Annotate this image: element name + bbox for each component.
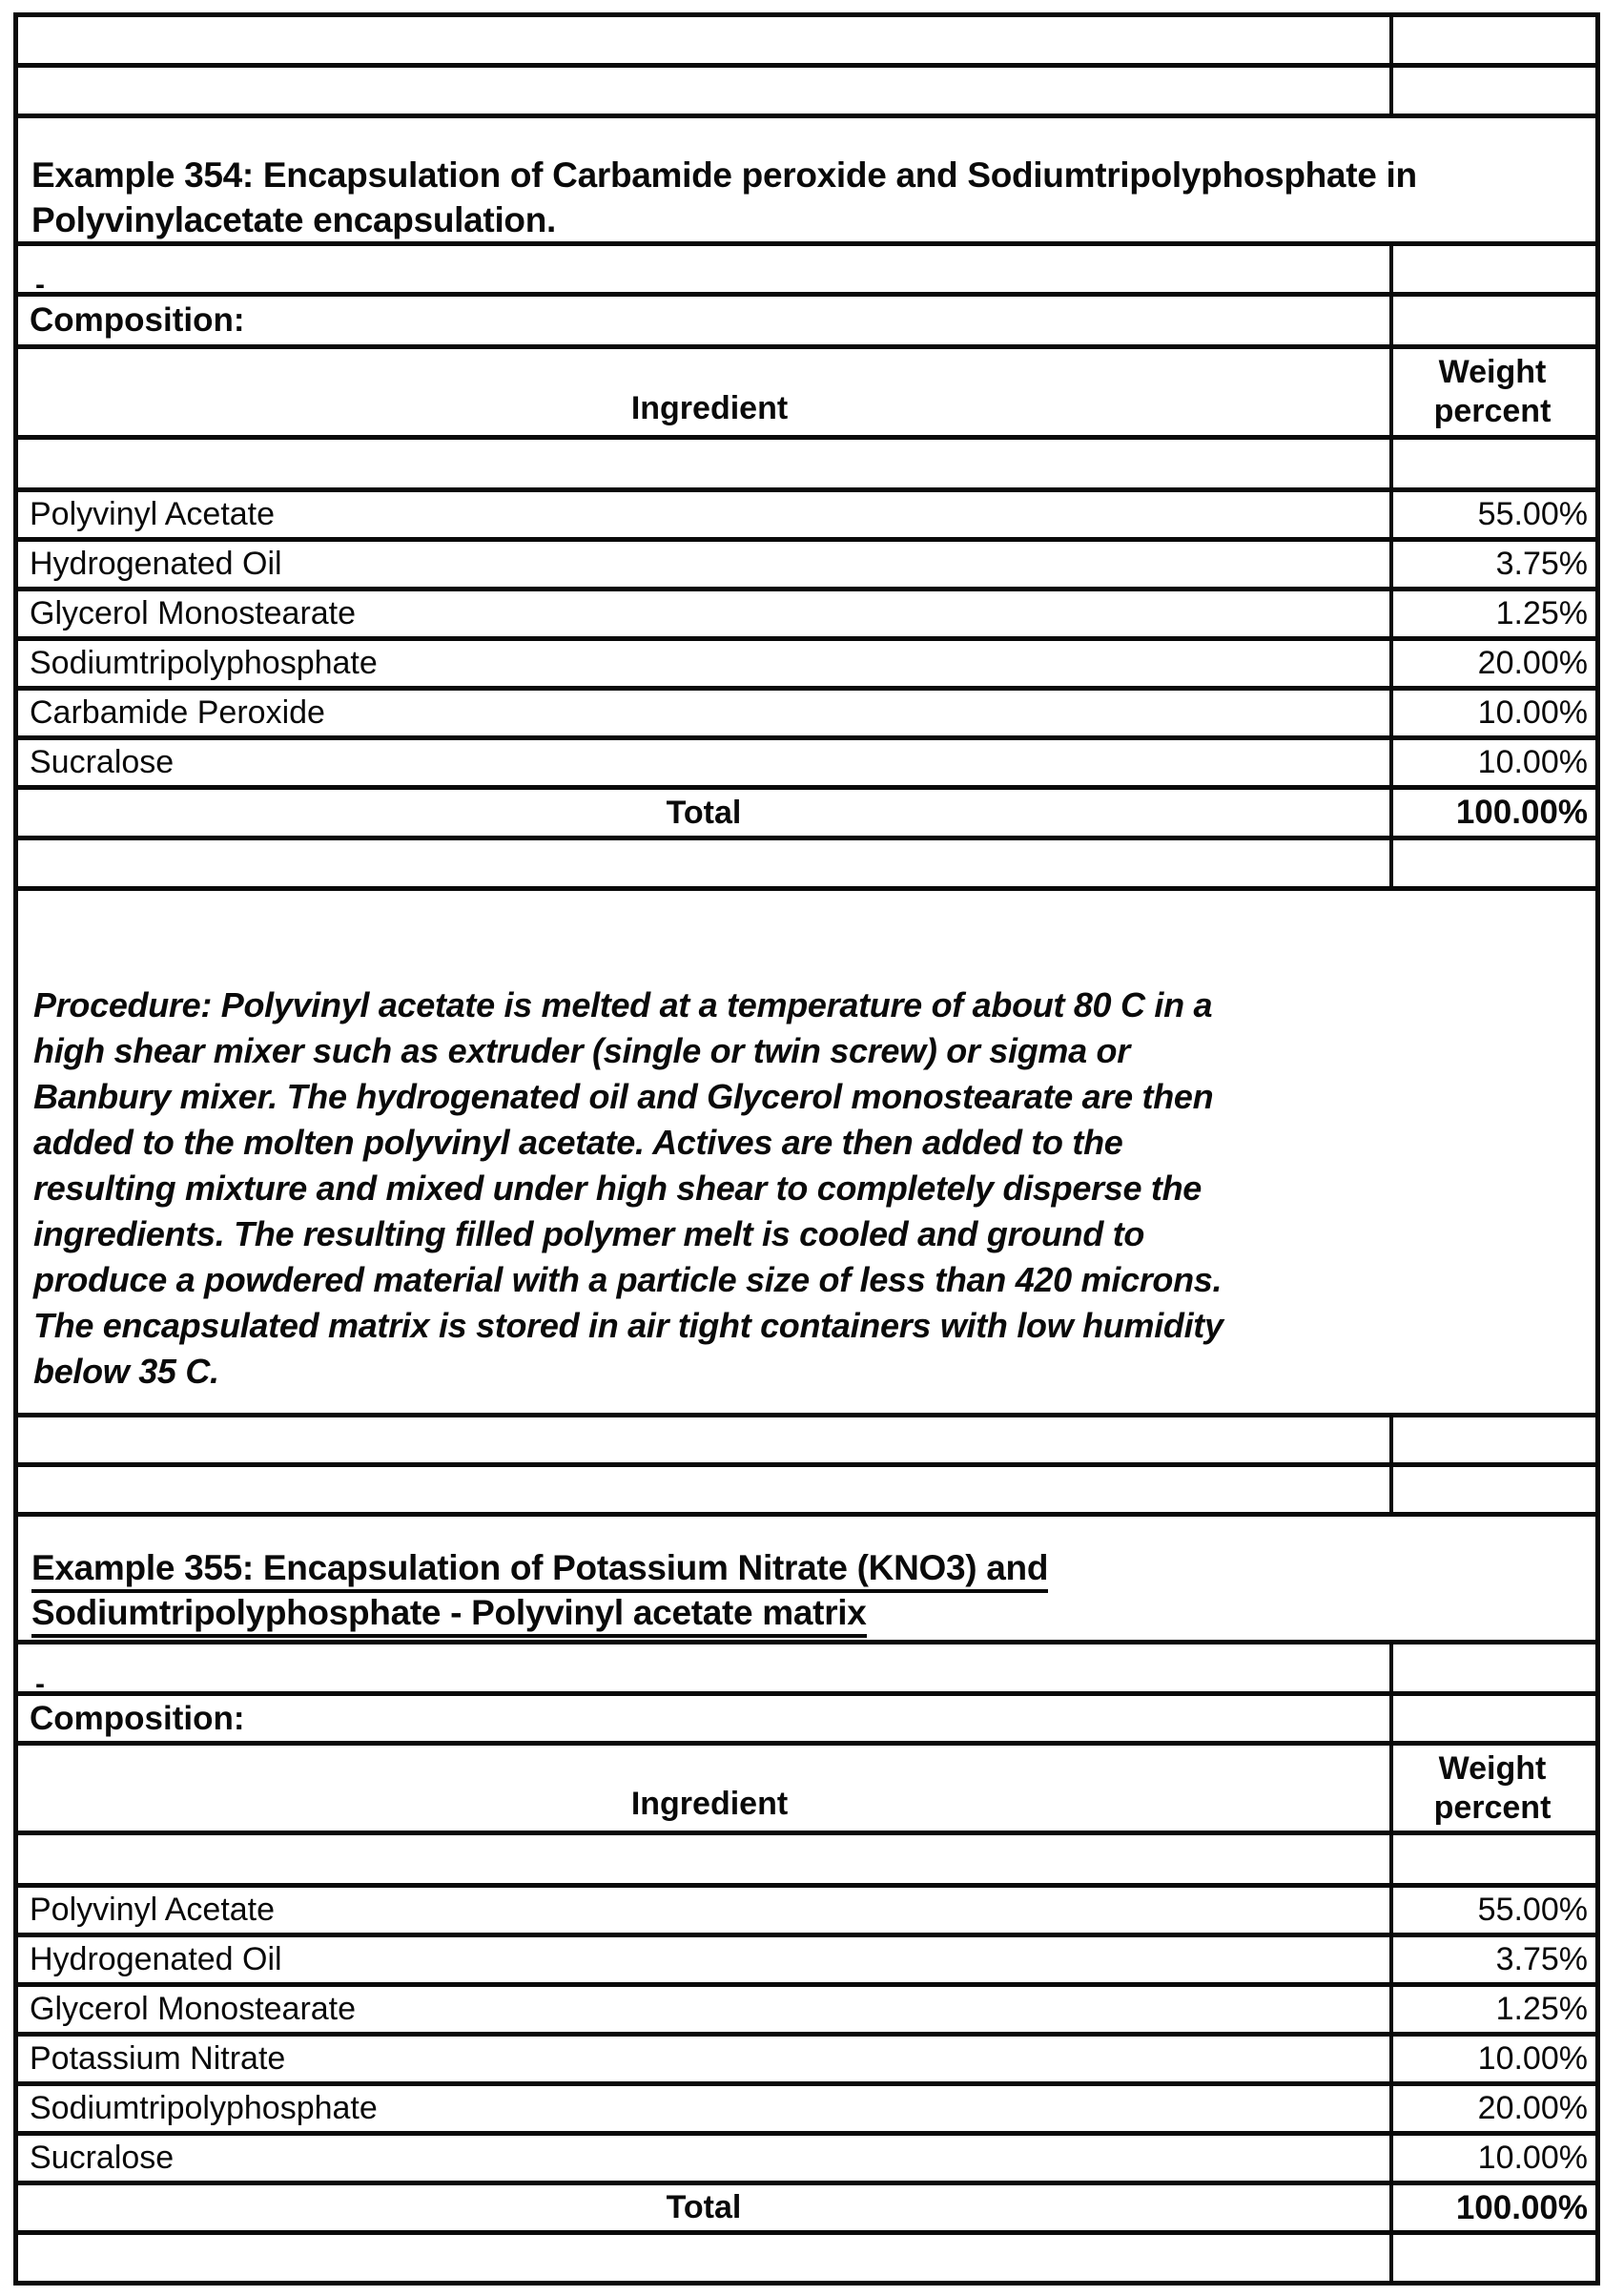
- ingredient-name: Polyvinyl Acetate: [30, 496, 276, 532]
- procedure-line: below 35 C.: [33, 1352, 219, 1391]
- heading-line: Example 354: Encapsulation of Carbamide peroxide and Sodiumtripolyphosphate in: [31, 155, 1417, 195]
- dash-mark: -: [35, 1668, 45, 1700]
- composition-label-row: [18, 1696, 1595, 1746]
- weight-value: 1.25%: [1389, 1987, 1595, 2032]
- empty-row: [18, 68, 1595, 118]
- weight-value: 20.00%: [1389, 641, 1595, 686]
- weight-value: 10.00%: [1389, 740, 1595, 785]
- composition-label-row: [18, 297, 1595, 349]
- empty-cell: [1389, 1644, 1595, 1691]
- ingredient-row: [18, 542, 1595, 591]
- composition-label: Composition:: [30, 1699, 245, 1737]
- empty-row: [18, 1835, 1595, 1888]
- procedure-line: Procedure: Polyvinyl acetate is melted at a temperature of about 80 C in a: [33, 985, 1213, 1024]
- ingredient-row: [18, 492, 1595, 542]
- total-label: Total: [666, 2189, 742, 2225]
- weight-column-header: Weight percent: [1389, 349, 1595, 435]
- ingredient-name: Hydrogenated Oil: [30, 546, 282, 582]
- pre-composition-row: [18, 246, 1595, 300]
- ingredient-row: [18, 2136, 1595, 2185]
- procedure-line: high shear mixer such as extruder (single or twin screw) or sigma or: [33, 1031, 1130, 1070]
- empty-cell: [18, 1835, 1389, 1883]
- example-355-heading-row: [18, 1517, 1595, 1644]
- ingredient-row: [18, 1888, 1595, 1937]
- empty-cell: [1389, 1696, 1595, 1741]
- ingredient-name: Sodiumtripolyphosphate: [30, 2090, 378, 2126]
- ingredient-name: Carbamide Peroxide: [30, 694, 325, 731]
- ingredient-row: [18, 2086, 1595, 2136]
- ingredient-name: Hydrogenated Oil: [30, 1941, 282, 1977]
- ingredient-name: Sucralose: [30, 2140, 175, 2176]
- procedure-line: resulting mixture and mixed under high shear to completely disperse the: [33, 1169, 1202, 1208]
- weight-value: 3.75%: [1389, 1937, 1595, 1982]
- weight-value: 3.75%: [1389, 542, 1595, 587]
- heading-line: Polyvinylacetate encapsulation.: [31, 200, 557, 239]
- procedure-line: Banbury mixer. The hydrogenated oil and Glycerol monostearate are then: [33, 1077, 1214, 1116]
- empty-row: [18, 1467, 1595, 1517]
- dash-mark: -: [35, 269, 45, 300]
- procedure-line: ingredients. The resulting filled polymer melt is cooled and ground to: [33, 1214, 1145, 1253]
- empty-cell: [1389, 1467, 1595, 1512]
- empty-cell: [1389, 246, 1595, 292]
- dash-cell: [18, 246, 1389, 300]
- example-355-title: [31, 1545, 1576, 1635]
- weight-value: 20.00%: [1389, 2086, 1595, 2131]
- empty-cell: [18, 68, 1389, 114]
- ingredient-name: Potassium Nitrate: [30, 2040, 286, 2077]
- composition-label: Composition:: [30, 301, 245, 339]
- empty-cell: [1389, 2235, 1595, 2281]
- empty-cell: [1389, 440, 1595, 487]
- dash-cell: [18, 1644, 1389, 1700]
- empty-cell: [1389, 1835, 1595, 1883]
- empty-cell: [18, 440, 1389, 487]
- ingredient-name: Glycerol Monostearate: [30, 595, 357, 631]
- procedure-line: The encapsulated matrix is stored in air tight containers with low humidity: [33, 1306, 1223, 1345]
- weight-value: 10.00%: [1389, 2037, 1595, 2081]
- ingredient-column-header: Ingredient: [630, 1786, 789, 1822]
- empty-row: [18, 17, 1595, 68]
- total-value: 100.00%: [1389, 2185, 1595, 2230]
- example-354-title: [31, 153, 1576, 242]
- empty-row: [18, 840, 1595, 891]
- ingredient-row: [18, 691, 1595, 740]
- ingredient-row: [18, 2037, 1595, 2086]
- ingredient-row: [18, 740, 1595, 790]
- underlined-text: Example 355: Encapsulation of Potassium Nitrate (KNO3) and: [31, 1548, 1048, 1593]
- heading-line: [31, 1545, 1576, 1590]
- ingredient-name: Polyvinyl Acetate: [30, 1892, 276, 1928]
- ingredient-name: Glycerol Monostearate: [30, 1991, 357, 2027]
- underlined-text: Sodiumtripolyphosphate - Polyvinyl acetate matrix: [31, 1593, 867, 1638]
- empty-cell: [18, 17, 1389, 63]
- procedure-line: produce a powdered material with a particle size of less than 420 microns.: [33, 1260, 1223, 1299]
- weight-value: 10.00%: [1389, 691, 1595, 735]
- weight-value: 55.00%: [1389, 1888, 1595, 1933]
- empty-row: [18, 440, 1595, 492]
- ingredient-name: Sodiumtripolyphosphate: [30, 645, 378, 681]
- empty-row: [18, 2235, 1595, 2286]
- ingredient-column-header: Ingredient: [630, 390, 789, 426]
- ingredient-row: [18, 591, 1595, 641]
- empty-cell: [18, 1417, 1389, 1462]
- empty-cell: [18, 2235, 1389, 2281]
- empty-cell: [18, 840, 1389, 886]
- ingredient-row: [18, 641, 1595, 691]
- table-header-row: [18, 1746, 1595, 1835]
- ingredient-name: Sucralose: [30, 744, 175, 780]
- weight-value: 10.00%: [1389, 2136, 1595, 2181]
- example-354-heading-row: [18, 118, 1595, 246]
- weight-column-header: Weight percent: [1389, 1746, 1595, 1831]
- total-value: 100.00%: [1389, 790, 1595, 836]
- empty-cell: [1389, 1417, 1595, 1462]
- procedure-paragraph: [33, 983, 1542, 1395]
- total-row: [18, 2185, 1595, 2235]
- empty-cell: [1389, 68, 1595, 114]
- total-label: Total: [666, 794, 742, 831]
- weight-value: 1.25%: [1389, 591, 1595, 636]
- weight-value: 55.00%: [1389, 492, 1595, 537]
- empty-cell: [18, 1467, 1389, 1512]
- ingredient-row: [18, 1937, 1595, 1987]
- procedure-row: [18, 891, 1595, 1417]
- pre-composition-row: [18, 1644, 1595, 1700]
- ingredient-row: [18, 1987, 1595, 2037]
- empty-cell: [1389, 297, 1595, 344]
- document-table: [13, 12, 1600, 2286]
- procedure-line: added to the molten polyvinyl acetate. Actives are then added to the: [33, 1123, 1123, 1162]
- table-header-row: [18, 349, 1595, 440]
- heading-line: [31, 1590, 1576, 1635]
- empty-cell: [1389, 17, 1595, 63]
- total-row: [18, 790, 1595, 840]
- empty-cell: [1389, 840, 1595, 886]
- empty-row: [18, 1417, 1595, 1467]
